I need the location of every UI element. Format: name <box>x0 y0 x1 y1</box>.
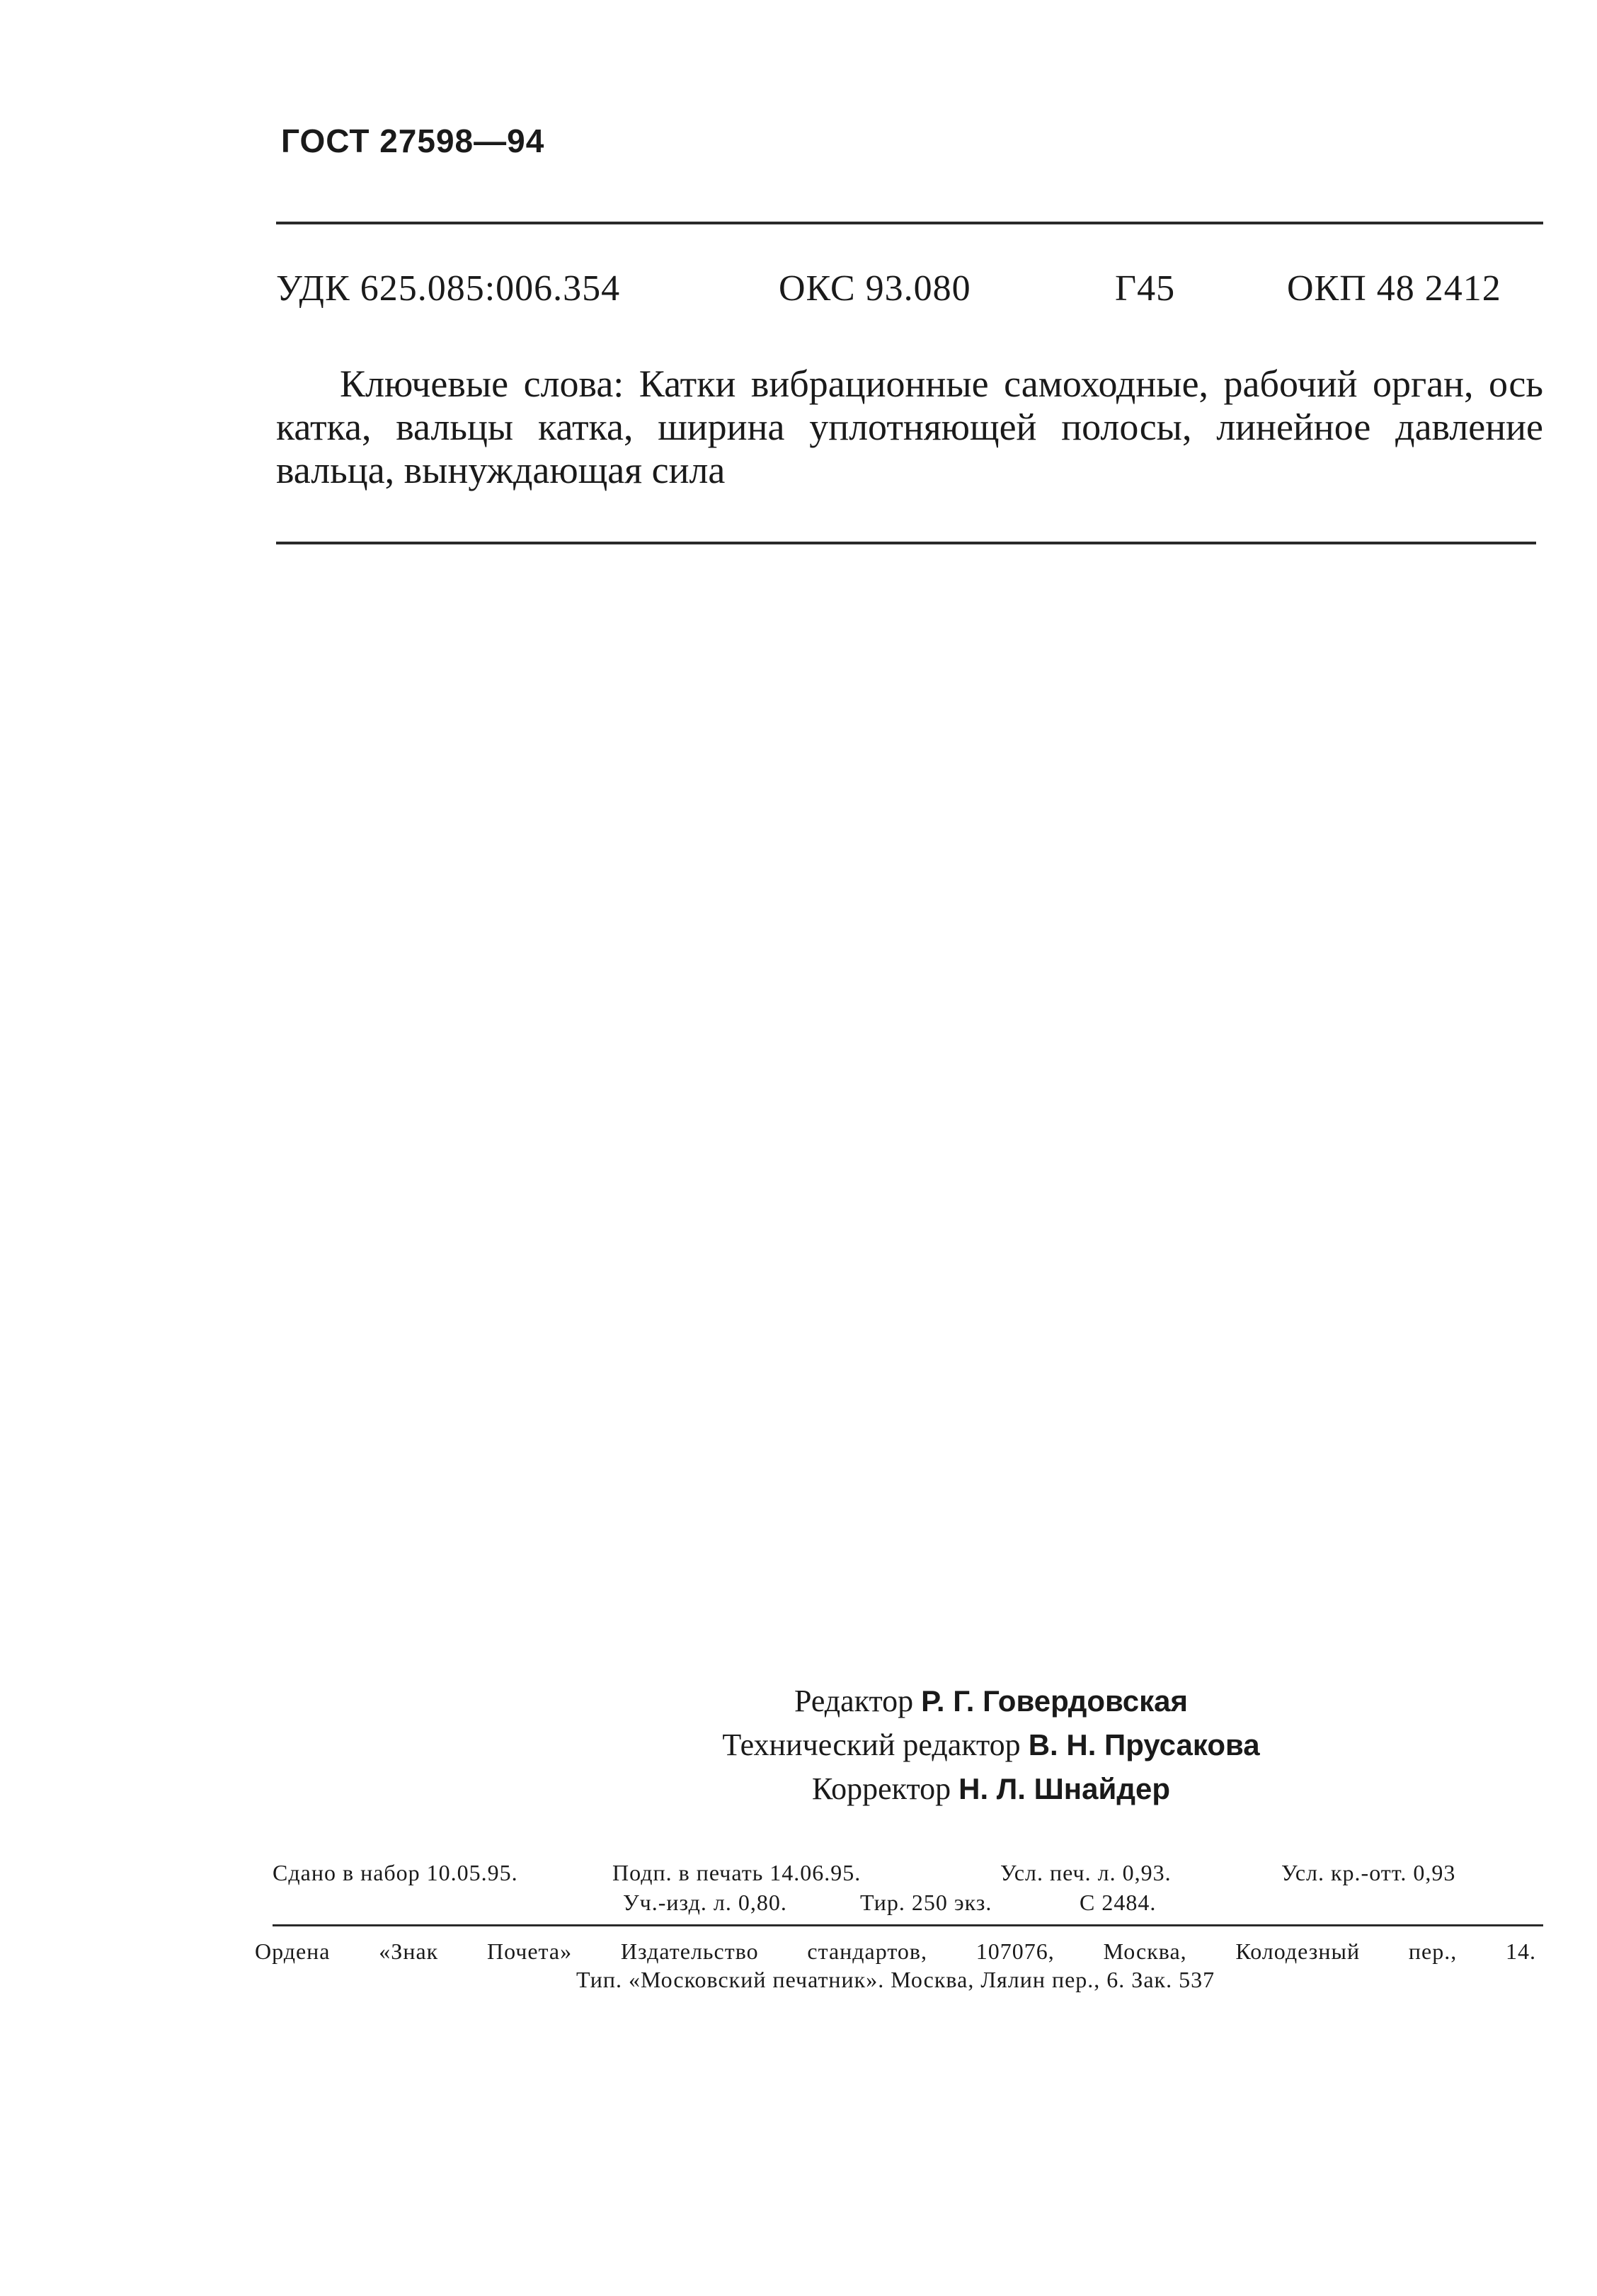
editor-line <box>496 1679 1487 1723</box>
editor-role: Редактор <box>794 1684 914 1718</box>
keywords-text: Ключевые слова: Катки вибрационные самоходные, рабочий орган, ось катка, вальцы катка, ширина уплотняющей полосы, линейное давление вальца, вынуждающая сила <box>276 362 1543 491</box>
print-prints: Усл. кр.-отт. 0,93 <box>1281 1860 1456 1885</box>
standard-code: ГОСТ 27598—94 <box>281 122 545 159</box>
order-code: С 2484. <box>1080 1890 1157 1915</box>
okp-code: ОКП 48 2412 <box>1287 268 1501 309</box>
circulation: Тир. 250 экз. <box>860 1890 992 1915</box>
print-info-row-2 <box>273 1887 1547 1917</box>
keywords-divider <box>276 542 1536 544</box>
print-info-divider <box>273 1924 1543 1926</box>
print-info-block <box>273 1858 1547 1917</box>
top-divider <box>276 222 1543 224</box>
typeset-date: Сдано в набор 10.05.95. <box>273 1860 518 1885</box>
proofreader-line <box>496 1767 1487 1811</box>
credits-block <box>496 1679 1487 1811</box>
tech-editor-line <box>496 1723 1487 1767</box>
classification-row <box>276 268 1543 317</box>
proofreader-role: Корректор <box>811 1771 951 1806</box>
print-sheets: Усл. печ. л. 0,93. <box>1000 1860 1172 1885</box>
tech-editor-name: В. Н. Прусакова <box>1028 1728 1260 1761</box>
keywords-paragraph <box>276 362 1543 492</box>
tech-editor-role: Технический редактор <box>722 1727 1021 1762</box>
udc-code: УДК 625.085:006.354 <box>276 268 621 309</box>
publisher-block <box>255 1937 1536 1994</box>
editor-name: Р. Г. Говердовская <box>921 1684 1189 1718</box>
publisher-line-2: Тип. «Московский печатник». Москва, Лялин пер., 6. Зак. 537 <box>576 1967 1215 1992</box>
publisher-sheets: Уч.-изд. л. 0,80. <box>623 1890 787 1915</box>
oks-code: ОКС 93.080 <box>779 268 971 309</box>
group-code: Г45 <box>1115 268 1176 309</box>
publisher-line-1: Ордена «Знак Почета» Издательство стандартов, 107076, Москва, Колодезный пер., 14. <box>255 1938 1536 1964</box>
proofreader-name: Н. Л. Шнайдер <box>958 1772 1171 1805</box>
print-info-row-1 <box>273 1858 1547 1887</box>
signed-date: Подп. в печать 14.06.95. <box>612 1860 862 1885</box>
